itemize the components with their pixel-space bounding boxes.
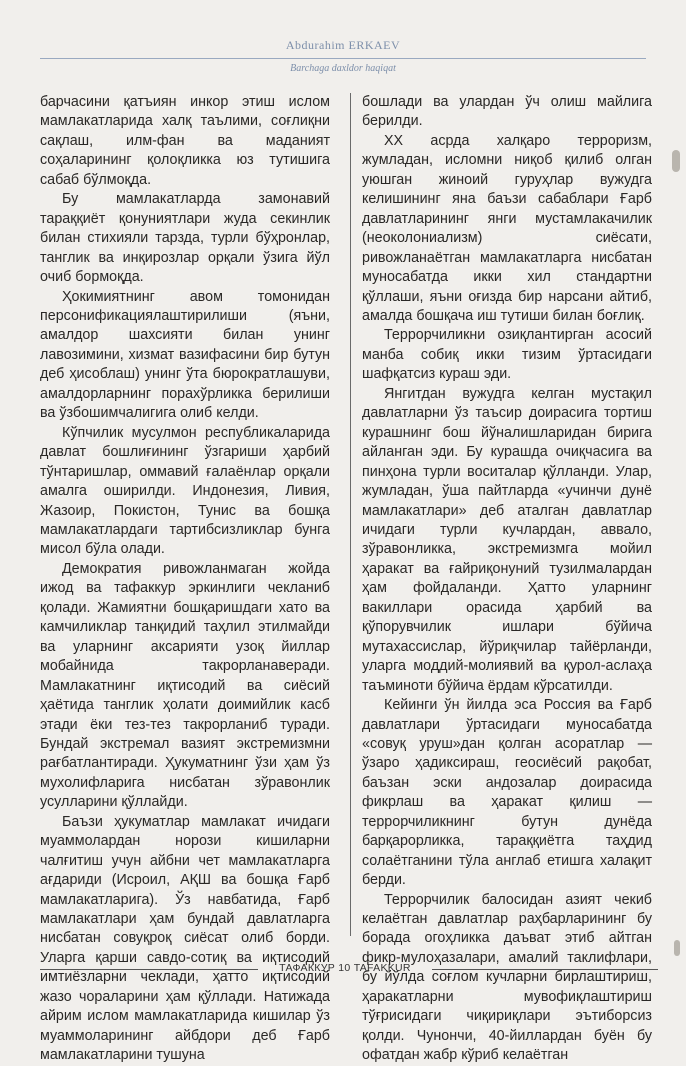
left-text-column (40, 93, 330, 1066)
paragraph: Янгитдан вужудга келган мустақил давлатларни ўз таъсир доирасига тортиш курашнинг бош йўналишларидан бирига айланган эди. Бу курашда очиқчасига ва пинҳона турли воситалар қўлланди. Улар, жумладан, ўша пайтларда «учинчи дунё мамлакатлари» деб аталган давлатлар ичидаги турли кучлардан, аввало, зўравонликка, экстремизмга мойил ҳаракат ва ғайриқонуний тузилмалардан ҳам фойдаланди. Ҳатто уларнинг вакиллари орасида ҳарбий ва қўпорувчилик ишлари бўйича мутахассислар, йўриқчилар тайёрланди, уларга моддий-молиявий ва қурол-аслаҳа таъминоти бўйича ёрдам кўрсатилди. (362, 385, 652, 694)
paragraph: Террорчилик балосидан азият чекиб келаётган давлатлар раҳбарларининг бу борада огоҳликка даъват этиб айтган фикр-мулоҳазалари, амалий таклифлари, бу йўлда соғлом кучларни бирлаштириш, ҳаракатларни мувофиқлаштириш тўғрисидаги чиқириқлари эътиборсиз қолди. Чунончи, 40-йиллардан буён бу офатдан жабр кўриб келаётган (362, 891, 652, 1064)
paragraph: Кейинги ўн йилда эса Россия ва Ғарб давлатлари ўртасидаги муносабатда «совуқ уруш»дан қолган асоратлар — ўзаро ҳадиксираш, геосиёсий рақобат, баъзан эски андозалар доирасида фикрлаш ва ҳаракат қилиш — террорчиликнинг бутун дунёда барқарорликка, тараққиётга таҳдид солаётганини тўла англаб етишга халақит берди. (362, 697, 652, 889)
paragraph: бошлади ва улардан ўч олиш майлига берилди. (362, 94, 652, 130)
header-rule (40, 58, 646, 59)
footer-rule-right (432, 969, 658, 970)
paragraph: Кўпчилик мусулмон республикаларида давлат бошлиғининг ўзгариши ҳарбий тўнтаришлар, оммавий ғалаёнлар орқали амалга оширилди. Индонезия, Ливия, Жазоир, Покистон, Тунис ва бошқа мамлакатлардаги тартибсизликлар бунга мисол бўла олади. (40, 424, 330, 558)
paragraph: Террорчиликни озиқлантирган асосий манба собиқ икки тизим ўртасидаги шафқатсиз кураш эди. (362, 327, 652, 383)
header-subtitle: Barchaga daxldor haqiqat (290, 63, 396, 74)
paragraph: Баъзи ҳукуматлар мамлакат ичидаги муаммолардан норози кишиларни чалғитиш учун айбни чет мамлакатларга ағдариди (Исроил, АҚШ ва бошқа Ғарб мамлакатларига). Ўз навбатида, Ғарб мамлакатлари ҳам бундай давлатларга нисбатан совуқроқ сиёсат олиб борди. Уларга қарши савдо-сотиқ ва иқтисодий имтиёзларни чеклади, ҳатто иқтисодий жазо чораларини ҳам қўллади. Натижада айрим ислом мамлакатларида кишилар ўз муаммоларининг айбдори деб Ғарб мамлакатларини тушуна (40, 813, 330, 1064)
right-text-column (362, 93, 652, 1066)
footer-page-label: ТАФАККУР 10 TAFAKKUR (279, 962, 411, 974)
paragraph: XX асрда халқаро терроризм, жумладан, исломни ниқоб қилиб олган уюшган жиноий гуруҳлар вужудга келишининг яна баъзи сабаблари Ғарб давлатларининг янги мустамлакачилик (неоколониализм) сиёсати, ривожланаётган мамлакатларга нисбатан муносабатда икки хил стандартни қўллаши, яъни оғизда бир нарсани айтиб, амалда бошқача иш тутиши билан боғлиқ. (362, 132, 652, 324)
paragraph: Ҳокимиятнинг авом томонидан персонификациялаштирилиши (яъни, амалдор шахсияти билан унинг лавозимини, хизмат вазифасини бир бутун деб ҳисоблаш) унинг ўта бюрократлашуви, амалдорларнинг порахўрликка берилиши ва ўзбошимчалигига олиб келди. (40, 288, 330, 422)
paragraph: Демократия ривожланмаган жойда ижод ва тафаккур эркинлиги чекланиб қолади. Жамиятни бошқаришдаги хато ва камчиликлар танқидий таҳлил этилмайди ва уларнинг аксарияти узоқ йиллар мобайнида такрорланаверади. Мамлакатнинг иқтисодий ва сиёсий ҳаётида танглик ҳолати доимийлик касб этади ёки тез-тез такрорланиб туради. Бундай экстремал вазият экстремизмни рағбатлантиради. Ҳукуматнинг ўзи ҳам ўз мухолифларига нисбатан зўравонлик усулларини қўллайди. (40, 560, 330, 811)
paragraph: Бу мамлакатларда замонавий тараққиёт қонуниятлари жуда секинлик билан стихияли тарзда, турли бўҳронлар, танглик ва инқирозлар орқали ўзига йўл очиб бормоқда. (40, 191, 330, 286)
paragraph: барчасини қатъиян инкор этиш ислом мамлакатларида халқ таълими, соғлиқни сақлаш, илм-фан ва маданият соҳаларининг қолоқликка юз тутишига сабаб бўлмоқда. (40, 94, 330, 188)
page-footer (0, 962, 686, 978)
column-divider (350, 93, 351, 936)
page-edge-mark (674, 940, 680, 956)
page-edge-mark (672, 150, 680, 172)
running-header (0, 38, 686, 74)
header-author: Abdurahim ERKAEV (285, 38, 401, 52)
footer-rule-left (40, 969, 258, 970)
